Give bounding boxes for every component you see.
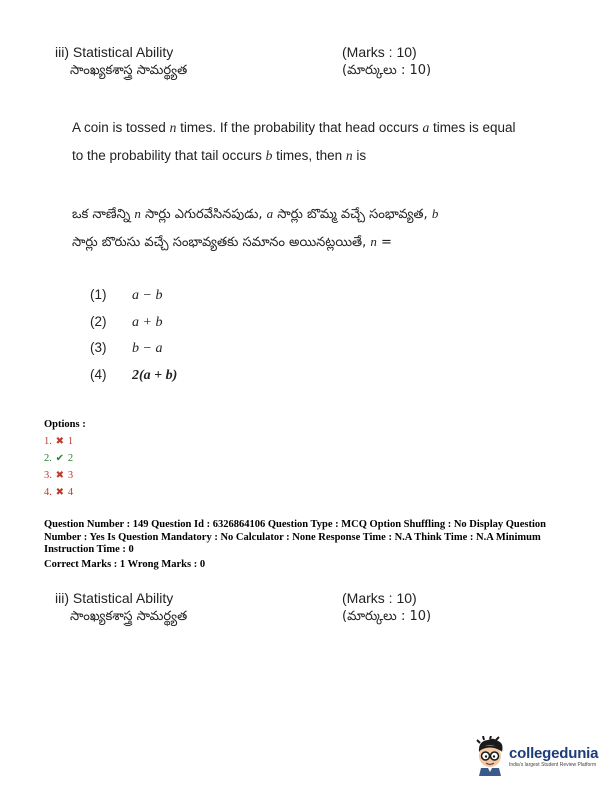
option-1: 1. ✖ 1 [44,436,74,447]
answer-option-3: (3) b − a [90,340,163,356]
answer-option-4: (4) 2(a + b) [90,366,178,383]
question-line-2: to the probability that tail occurs b times, then n is [72,148,367,163]
meta-line-3: Instruction Time : 0 [44,544,134,555]
question-english [72,118,542,166]
wrong-mark-icon: ✖ [55,436,65,447]
option-2: 2. ✔ 2 [44,453,74,464]
answer-option-1: (1) a − b [90,287,163,303]
collegedunia-logo [474,736,598,776]
section-title-telugu-repeat: సాంఖ్యకశాస్త్ర సామర్థ్యత [70,609,188,624]
option-3: 3. ✖ 3 [44,470,74,481]
section-marks-repeat: (Marks : 10) [342,590,417,606]
section-title: iii) Statistical Ability [55,44,174,60]
student-mascot-icon [474,736,506,776]
answer-option-2: (2) a + b [90,313,163,330]
wrong-mark-icon: ✖ [55,470,65,481]
logo-text [509,745,598,768]
options-list [44,433,73,501]
section-marks-telugu-repeat: (మార్కులు : 10) [342,609,432,624]
brand-name: collegedunia [509,744,599,762]
section-title-telugu: సాంఖ్యకశాస్త్ర సామర్థ్యత [70,63,188,78]
question-telugu-line-1: ఒక నాణేన్ని n సార్లు ఎగురవేసినపుడు, a సార్లు బొమ్మ వచ్చే సంభావ్యత, b [72,206,439,222]
section-marks-telugu: (మార్కులు : 10) [342,63,432,78]
meta-line-1: Question Number : 149 Question Id : 6326864106 Question Type : MCQ Option Shuffling : No Display Question [44,519,547,530]
section-marks: (Marks : 10) [342,44,417,60]
option-4: 4. ✖ 4 [44,487,74,498]
brand-tagline: India's largest Student Review Platform [509,761,597,768]
section-title-repeat: iii) Statistical Ability [55,590,174,606]
question-line-1: A coin is tossed n times. If the probability that head occurs a times is equal [72,120,516,135]
question-telugu-line-2: సార్లు బొరుసు వచ్చే సంభావ్యతకు సమానం అయినట్లయితే, n = [72,234,392,250]
answer-options [90,286,177,392]
question-meta [44,519,574,571]
question-telugu [72,200,552,256]
options-label: Options : [44,419,86,430]
wrong-mark-icon: ✖ [55,487,65,498]
meta-line-4: Correct Marks : 1 Wrong Marks : 0 [44,558,206,570]
correct-check-icon: ✔ [55,453,65,464]
meta-line-2: Number : Yes Is Question Mandatory : No Calculator : None Response Time : N.A Think Time : N.A Minimum [44,531,541,543]
